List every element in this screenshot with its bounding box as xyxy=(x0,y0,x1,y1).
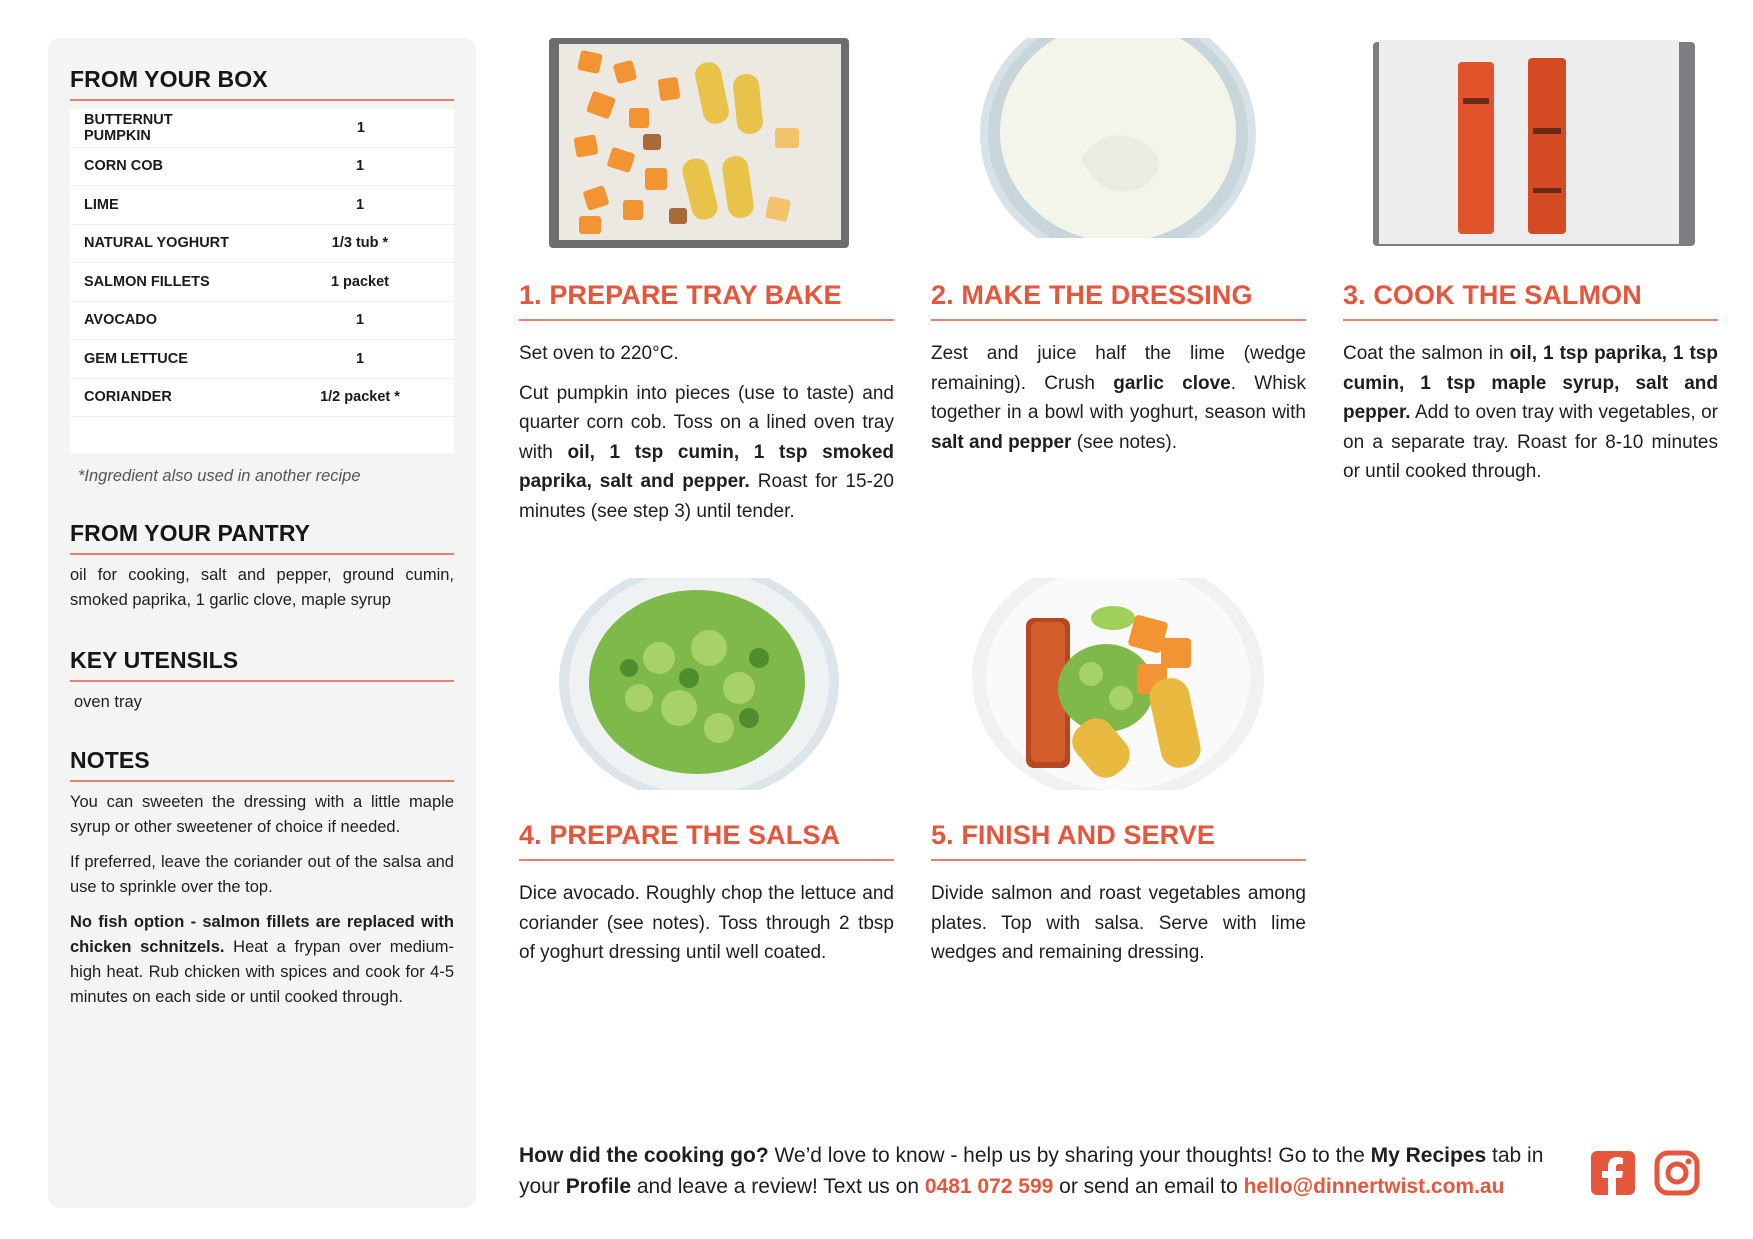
step-2-text-a: Zest and juice half the lime (wedge remaining). Crush xyxy=(931,343,1306,394)
step-5 xyxy=(931,578,1306,978)
step-3-text-a: Coat the salmon in xyxy=(1343,343,1510,364)
note-no-fish xyxy=(70,910,454,1010)
ingredient-name: LIME xyxy=(84,196,119,213)
ingredient-row xyxy=(70,148,454,187)
footer-text: tab in your xyxy=(519,1144,1544,1198)
finished-dish-photo xyxy=(931,578,1306,790)
ingredient-row xyxy=(70,186,454,225)
feedback-footer xyxy=(519,1140,1579,1202)
step-3 xyxy=(1343,38,1718,497)
step-1-oven: Set oven to 220°C. xyxy=(519,343,679,364)
from-your-box-section xyxy=(70,66,454,486)
step-5-instructions: Divide salmon and roast vegetables among plates. Top with salsa. Serve with lime wedges and remaining dressing. xyxy=(931,883,1306,963)
step-2-bold-a: garlic clove xyxy=(1113,372,1231,394)
ingredient-row xyxy=(70,109,454,148)
tray-bake-photo xyxy=(519,38,894,250)
note-no-fish-text: Heat a frypan over medium-high heat. Rub chicken with spices and cook for 4-5 minutes on each side or until cooked through. xyxy=(70,938,454,1006)
key-utensils-heading: KEY UTENSILS xyxy=(70,647,454,682)
pantry-list: oil for cooking, salt and pepper, ground cumin, smoked paprika, 1 garlic clove, maple syrup xyxy=(70,566,454,609)
note-sweeten: You can sweeten the dressing with a little maple syrup or other sweetener of choice if needed. xyxy=(70,793,454,836)
step-1-bold: oil, 1 tsp cumin, 1 tsp smoked paprika, salt and pepper. xyxy=(519,441,894,492)
ingredient-name: NATURAL YOGHURT xyxy=(84,235,229,252)
ingredient-qty: 1/2 packet * xyxy=(320,389,400,406)
step-5-title: 5. FINISH AND SERVE xyxy=(931,820,1306,861)
step-1-body xyxy=(519,339,894,526)
dressing-photo xyxy=(931,38,1306,250)
step-2 xyxy=(931,38,1306,467)
step-1-text: Cut pumpkin into pieces (use to taste) and quarter corn cob. Toss on a lined oven tray with xyxy=(519,382,894,463)
sidebar xyxy=(48,38,476,1208)
notes-heading: NOTES xyxy=(70,747,454,782)
ingredient-row xyxy=(70,340,454,379)
ingredient-name: CORN COB xyxy=(84,158,163,175)
ingredient-name: GEM LETTUCE xyxy=(84,350,188,367)
ingredient-qty: 1 xyxy=(355,350,365,367)
step-3-text-b: Add to oven tray with vegetables, or on a separate tray. Roast for 8-10 minutes or until cooked through. xyxy=(1343,402,1718,482)
step-1 xyxy=(519,38,894,536)
key-utensils-section xyxy=(70,647,454,715)
ingredient-qty: 1/3 tub * xyxy=(331,235,389,252)
salmon-tray-photo xyxy=(1343,38,1718,250)
ingredient-row xyxy=(70,379,454,418)
ingredient-footnote: *Ingredient also used in another recipe xyxy=(78,467,361,485)
ingredient-name: SALMON FILLETS xyxy=(84,273,210,290)
phone-link[interactable]: 0481 072 599 xyxy=(924,1175,1054,1198)
my-recipes-link[interactable]: My Recipes xyxy=(1370,1144,1487,1167)
ingredient-row xyxy=(70,302,454,341)
instagram-icon[interactable] xyxy=(1654,1150,1700,1196)
step-4-title: 4. PREPARE THE SALSA xyxy=(519,820,894,861)
step-2-body xyxy=(931,339,1306,457)
note-coriander: If preferred, leave the coriander out of the salsa and use to sprinkle over the top. xyxy=(70,853,454,896)
step-2-text-c: (see notes). xyxy=(1071,431,1178,453)
ingredient-qty: 1 packet xyxy=(330,273,390,290)
from-your-pantry-section xyxy=(70,520,454,613)
step-4-instructions: Dice avocado. Roughly chop the lettuce and coriander (see notes). Toss through 2 tbsp of yoghurt dressing until well coated. xyxy=(519,883,894,963)
ingredient-row xyxy=(70,225,454,264)
ingredient-name: BUTTERNUT PUMPKIN xyxy=(84,111,173,144)
utensils-list: oven tray xyxy=(74,693,142,711)
ingredient-name: AVOCADO xyxy=(84,312,158,329)
facebook-icon[interactable] xyxy=(1590,1150,1636,1196)
from-your-pantry-heading: FROM YOUR PANTRY xyxy=(70,520,454,555)
step-3-body xyxy=(1343,339,1718,487)
ingredient-qty: 1 xyxy=(356,119,365,136)
note-no-fish-bold: No fish option - salmon fillets are replaced with chicken schnitzels. xyxy=(70,913,454,956)
step-1-title: 1. PREPARE TRAY BAKE xyxy=(519,280,894,321)
ingredient-qty: 1 xyxy=(355,196,365,213)
from-your-box-heading: FROM YOUR BOX xyxy=(70,66,454,101)
step-1-instructions xyxy=(519,379,894,527)
ingredients-table xyxy=(70,109,454,453)
step-2-bold-b: salt and pepper xyxy=(931,431,1072,453)
step-5-body xyxy=(931,879,1306,968)
step-3-title: 3. COOK THE SALMON xyxy=(1343,280,1718,321)
step-4-body xyxy=(519,879,894,968)
step-3-bold: oil, 1 tsp paprika, 1 tsp cumin, 1 tsp maple syrup, salt and pepper. xyxy=(1343,343,1718,423)
footer-text: We’d love to know - help us by sharing your thoughts! Go to the xyxy=(768,1144,1371,1167)
email-link[interactable]: hello@dinnertwist.com.au xyxy=(1243,1175,1505,1198)
step-2-title: 2. MAKE THE DRESSING xyxy=(931,280,1306,321)
salsa-photo xyxy=(519,578,894,790)
step-4 xyxy=(519,578,894,978)
footer-text: or send an email to xyxy=(1053,1175,1244,1198)
step-2-instructions xyxy=(931,339,1306,457)
footer-question: How did the cooking go? xyxy=(519,1144,769,1167)
step-2-text-b: . Whisk together in a bowl with yoghurt, season with xyxy=(931,372,1306,423)
footer-text: and leave a review! Text us on xyxy=(631,1175,925,1198)
step-1-text-end: Roast for 15-20 minutes (see step 3) until tender. xyxy=(519,471,894,522)
ingredient-qty: 1 xyxy=(355,158,365,175)
notes-section xyxy=(70,747,454,1010)
step-3-instructions xyxy=(1343,339,1718,487)
ingredient-name: CORIANDER xyxy=(84,389,172,406)
ingredient-qty: 1 xyxy=(355,312,365,329)
profile-link[interactable]: Profile xyxy=(565,1175,632,1198)
ingredient-row xyxy=(70,263,454,302)
